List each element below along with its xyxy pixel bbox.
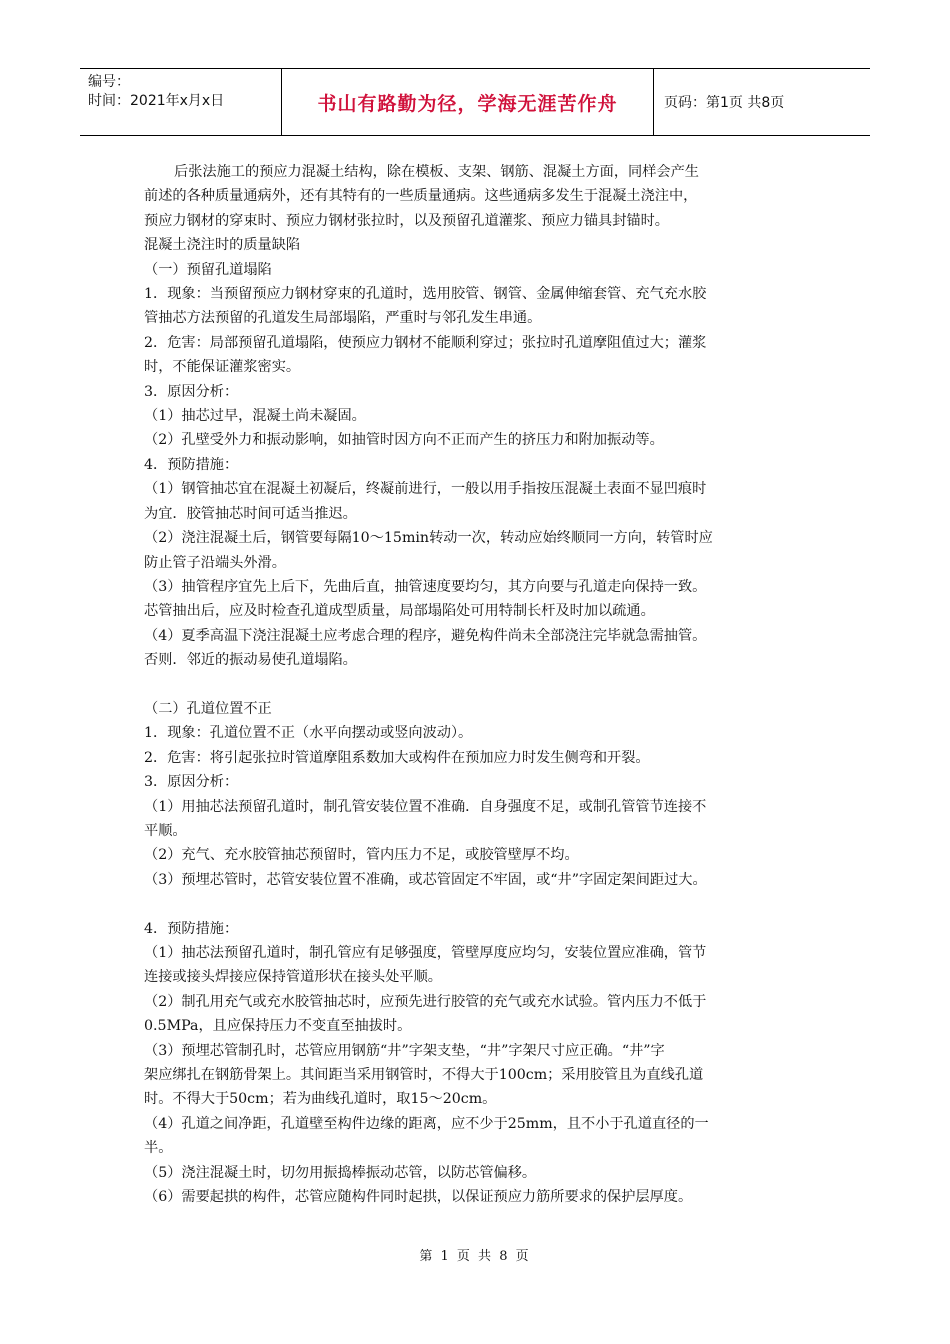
body-line: 为宜．胶管抽芯时间可适当推迟。	[144, 505, 357, 522]
body-line: （1）用抽芯法预留孔道时，制孔管安装位置不准确．自身强度不足，或制孔管管节连接不	[144, 798, 707, 815]
body-line: （1）抽芯法预留孔道时，制孔管应有足够强度，管壁厚度应均匀，安装位置应准确，管节	[144, 944, 707, 961]
body-line: （6）需要起拱的构件，芯管应随构件同时起拱，以保证预应力筋所要求的保护层厚度。	[144, 1189, 693, 1206]
body-line: 3．原因分析：	[144, 383, 239, 400]
page-footer: 第 1 页 共 8 页	[419, 1249, 531, 1264]
document-time-label: 时间：2021年x月x日	[88, 93, 225, 109]
body-line: 4．预防措施：	[144, 920, 239, 937]
body-line: 后张法施工的预应力混凝土结构，除在模板、支架、钢筋、混凝土方面，同样会产生	[174, 164, 699, 180]
body-line: 时，不能保证灌浆密实。	[144, 359, 301, 376]
body-line: 1．现象：当预留预应力钢材穿束的孔道时，选用胶管、钢管、金属伸缩套管、充气充水胶	[144, 286, 707, 303]
body-line: 防止管子沿端头外滑。	[144, 554, 286, 571]
body-line: （4）夏季高温下浇注混凝土应考虑合理的程序，避免构件尚未全部浇注完毕就急需抽管。	[144, 627, 707, 644]
body-line: 芯管抽出后，应及时检查孔道成型质量，局部塌陷处可用特制长杆及时加以疏通。	[144, 603, 655, 620]
body-line: （5）浇注混凝土时，切勿用振捣棒振动芯管，以防芯管偏移。	[144, 1164, 537, 1181]
document-number-label: 编号：	[88, 74, 130, 90]
body-line: （2）浇注混凝土后，钢管要每隔10～15min转动一次，转动应始终顺同一方向，转管时应	[144, 530, 713, 547]
body-line: （2）制孔用充气或充水胶管抽芯时，应预先进行胶管的充气或充水试验。管内压力不低于	[144, 993, 707, 1010]
body-line: （1）抽芯过早，混凝土尚未凝固。	[144, 408, 366, 425]
body-line: 时。不得大于50cm；若为曲线孔道时，取15～20cm。	[144, 1091, 497, 1108]
blank-line	[144, 673, 812, 697]
body-line: 否则．邻近的振动易使孔道塌陷。	[144, 652, 357, 669]
body-line: 前述的各种质量通病外，还有其特有的一些质量通病。这些通病多发生于混凝土浇注中，	[144, 188, 698, 205]
body-line: （4）孔道之间净距，孔道壁至构件边缘的距离，应不少于25mm，且不小于孔道直径的一	[144, 1115, 709, 1132]
body-line: 4．预防措施：	[144, 456, 239, 473]
body-line: （1）钢管抽芯宜在混凝土初凝后，终凝前进行，一般以用手指按压混凝土表面不显凹痕时	[144, 481, 707, 498]
header-page-cell	[654, 69, 870, 135]
body-line: （3）预埋芯管制孔时，芯管应用钢筋“井”字架支垫，“井”字架尺寸应正确。“井”字	[144, 1042, 665, 1059]
body-line: 平顺。	[144, 822, 187, 839]
body-line: 预应力钢材的穿束时、预应力钢材张拉时，以及预留孔道灌浆、预应力锚具封锚时。	[144, 212, 669, 229]
body-line: 2．危害：局部预留孔道塌陷，使预应力钢材不能顺利穿过；张拉时孔道摩阻值过大；灌浆	[144, 334, 707, 351]
body-line: 3．原因分析：	[144, 774, 239, 791]
body-line: （2）孔壁受外力和振动影响，如抽管时因方向不正而产生的挤压力和附加振动等。	[144, 432, 664, 449]
body-line: （2）充气、充水胶管抽芯预留时，管内压力不足，或胶管壁厚不均。	[144, 847, 579, 864]
blank-line	[144, 892, 812, 916]
body-line: 管抽芯方法预留的孔道发生局部塌陷，严重时与邻孔发生串通。	[144, 310, 542, 327]
body-line: 1．现象：孔道位置不正（水平向摆动或竖向波动）。	[144, 725, 473, 742]
header-motto-cell	[281, 69, 654, 135]
body-line: 连接或接头焊接应保持管道形状在接头处平顺。	[144, 969, 442, 986]
body-line: （3）预埋芯管时，芯管安装位置不准确，或芯管固定不牢固，或“井”字固定架间距过大。	[144, 871, 707, 888]
document-header-table	[80, 68, 870, 136]
header-motto: 书山有路勤为径，学海无涯苦作舟	[317, 92, 618, 115]
body-line: （3）抽管程序宜先上后下，先曲后直，抽管速度要均匀，其方向要与孔道走向保持一致。	[144, 578, 707, 595]
body-line: 2．危害：将引起张拉时管道摩阻系数加大或构件在预加应力时发生侧弯和开裂。	[144, 749, 650, 766]
body-line: （一）预留孔道塌陷	[144, 261, 272, 278]
body-line: （二）孔道位置不正	[144, 700, 272, 717]
body-line: 架应绑扎在钢筋骨架上。其间距当采用钢管时，不得大于100cm；采用胶管且为直线孔道	[144, 1067, 704, 1083]
header-meta-cell	[80, 69, 281, 135]
body-line: 0.5MPa，且应保持压力不变直至抽拔时。	[144, 1018, 412, 1035]
body-line: 混凝土浇注时的质量缺陷	[144, 237, 301, 254]
header-page-label: 页码：第1页 共8页	[664, 95, 785, 111]
body-line: 半。	[144, 1140, 173, 1157]
document-body	[144, 160, 812, 1209]
